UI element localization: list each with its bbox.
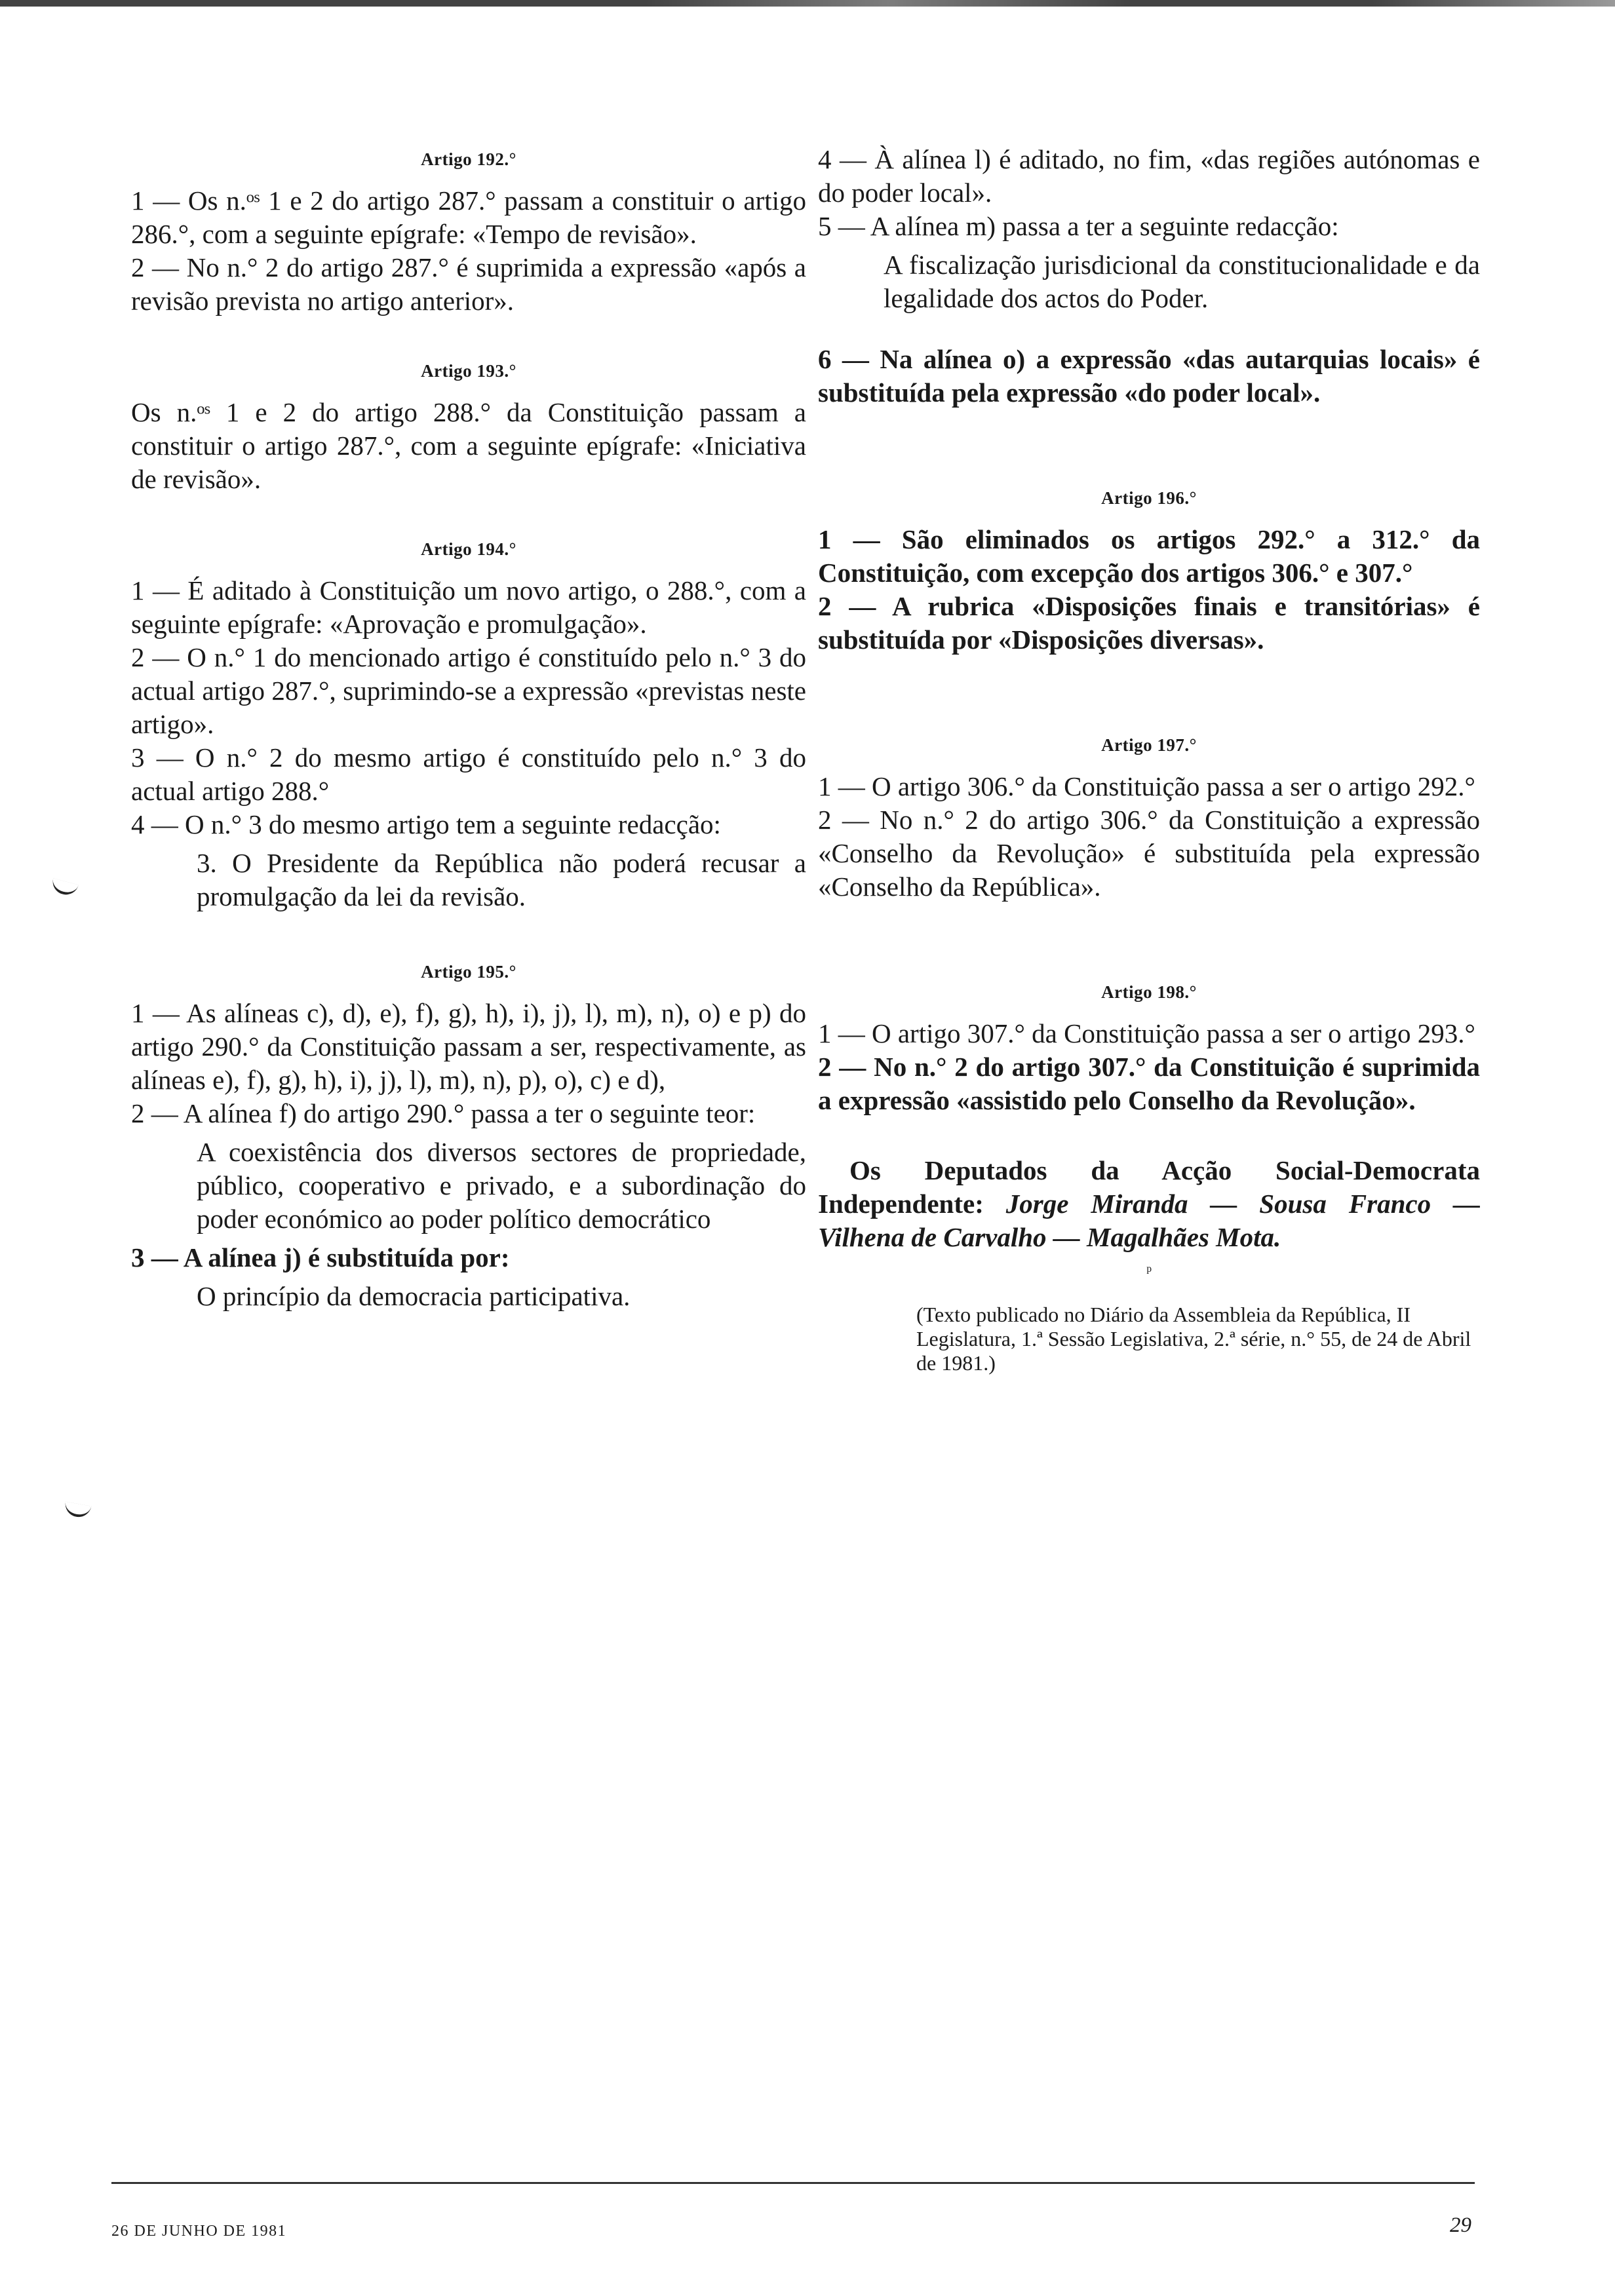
- article-196-paragraph-1: 1 — São eliminados os artigos 292.° a 312.° da Constituição, com excepção dos artigos 306.° e 307.°: [818, 524, 1480, 588]
- article-195-quote-1: A coexistência dos diversos sectores de propriedade, público, cooperativo e privado, e a subordinação do poder económico ao poder político democrático: [197, 1137, 806, 1234]
- article-197-paragraph-1: 1 — O artigo 306.° da Constituição passa a ser o artigo 292.°: [818, 771, 1475, 801]
- article-195-paragraph-3: 3 — A alínea j) é substituída por:: [131, 1242, 510, 1272]
- margin-mark-icon: [50, 878, 79, 898]
- article-192-heading: Artigo 192.°: [421, 149, 516, 169]
- article-192-paragraph-1: 1 — Os n.ᵒˢ 1 e 2 do artigo 287.° passam a constituir o artigo 286.°, com a seguinte epígrafe: «Tempo de revisão».: [131, 185, 806, 249]
- article-194-heading: Artigo 194.°: [421, 539, 516, 559]
- margin-mark-icon: [64, 1502, 92, 1520]
- article-195-paragraph-5: 5 — A alínea m) passa a ter a seguinte redacção:: [818, 211, 1339, 241]
- article-195-paragraph-6: 6 — Na alínea o) a expressão «das autarquias locais» é substituída pela expressão «do poder local».: [818, 344, 1480, 408]
- article-194-paragraph-3: 3 — O n.° 2 do mesmo artigo é constituído pelo n.° 3 do actual artigo 288.°: [131, 742, 806, 806]
- left-column: [131, 143, 806, 1318]
- article-195-quote-2: O princípio da democracia participativa.: [197, 1281, 631, 1311]
- article-192-paragraph-2: 2 — No n.° 2 do artigo 287.° é suprimida a expressão «após a revisão prevista no artigo anterior».: [131, 252, 806, 316]
- article-195-paragraph-4: 4 — À alínea l) é aditado, no fim, «das regiões autónomas e do poder local».: [818, 144, 1480, 208]
- right-column: [818, 143, 1480, 1375]
- page-number: 29: [1450, 2213, 1471, 2237]
- publication-note: (Texto publicado no Diário da Assembleia da República, II Legislatura, 1.ª Sessão Legislativa, 2.ª série, n.° 55, de 24 de Abril de 1981.): [916, 1303, 1471, 1375]
- article-195-heading: Artigo 195.°: [421, 962, 516, 982]
- article-193-paragraph-1: Os n.ᵒˢ 1 e 2 do artigo 288.° da Constituição passam a constituir o artigo 287.°, com a seguinte epígrafe: «Iniciativa de revisão».: [131, 397, 806, 494]
- article-197-heading: Artigo 197.°: [1101, 735, 1197, 755]
- article-195-paragraph-2: 2 — A alínea f) do artigo 290.° passa a ter o seguinte teor:: [131, 1098, 756, 1128]
- signature-block: [818, 1154, 1480, 1254]
- signature-names: Jorge Miranda — Sousa Franco — Vilhena de Carvalho — Magalhães Mota.: [818, 1189, 1481, 1252]
- article-194-paragraph-4: 4 — O n.° 3 do mesmo artigo tem a seguinte redacção:: [131, 809, 721, 839]
- article-198-paragraph-1: 1 — O artigo 307.° da Constituição passa a ser o artigo 293.°: [818, 1018, 1475, 1048]
- article-197-paragraph-2: 2 — No n.° 2 do artigo 306.° da Constituição a expressão «Conselho da Revolução» é substituída pela expressão «Conselho da República».: [818, 805, 1480, 902]
- article-196-paragraph-2: 2 — A rubrica «Disposições finais e transitórias» é substituída por «Disposições diversas».: [818, 591, 1480, 655]
- article-194-paragraph-2: 2 — O n.° 1 do mencionado artigo é constituído pelo n.° 3 do actual artigo 287.°, suprimindo-se a expressão «previstas neste artigo».: [131, 642, 806, 739]
- article-196-heading: Artigo 196.°: [1101, 488, 1197, 508]
- article-198-heading: Artigo 198.°: [1101, 982, 1197, 1002]
- signature-intro: Os Deputados da Acção Social-Democrata Independente:: [818, 1155, 1480, 1219]
- article-195-quote-3: A fiscalização jurisdicional da constitucionalidade e da legalidade dos actos do Poder.: [884, 250, 1480, 313]
- footer-rule: [111, 2182, 1475, 2184]
- small-mark-icon: ᵖ: [1146, 1261, 1152, 1280]
- article-194-paragraph-1: 1 — É aditado à Constituição um novo artigo, o 288.°, com a seguinte epígrafe: «Aprovação e promulgação».: [131, 575, 806, 639]
- article-195-paragraph-1: 1 — As alíneas c), d), e), f), g), h), i), j), l), m), n), o) e p) do artigo 290.° da Constituição passam a ser, respectivamente, as alíneas e), f), g), h), i), j), l), m), n), p), o), c) e d),: [131, 998, 806, 1095]
- footer-date: 26 DE JUNHO DE 1981: [111, 2223, 287, 2240]
- article-194-quote: 3. O Presidente da República não poderá recusar a promulgação da lei da revisão.: [197, 848, 806, 911]
- article-198-paragraph-2: 2 — No n.° 2 do artigo 307.° da Constituição é suprimida a expressão «assistido pelo Conselho da Revolução».: [818, 1052, 1480, 1115]
- article-193-heading: Artigo 193.°: [421, 361, 516, 381]
- top-edge-rule: [0, 0, 1615, 7]
